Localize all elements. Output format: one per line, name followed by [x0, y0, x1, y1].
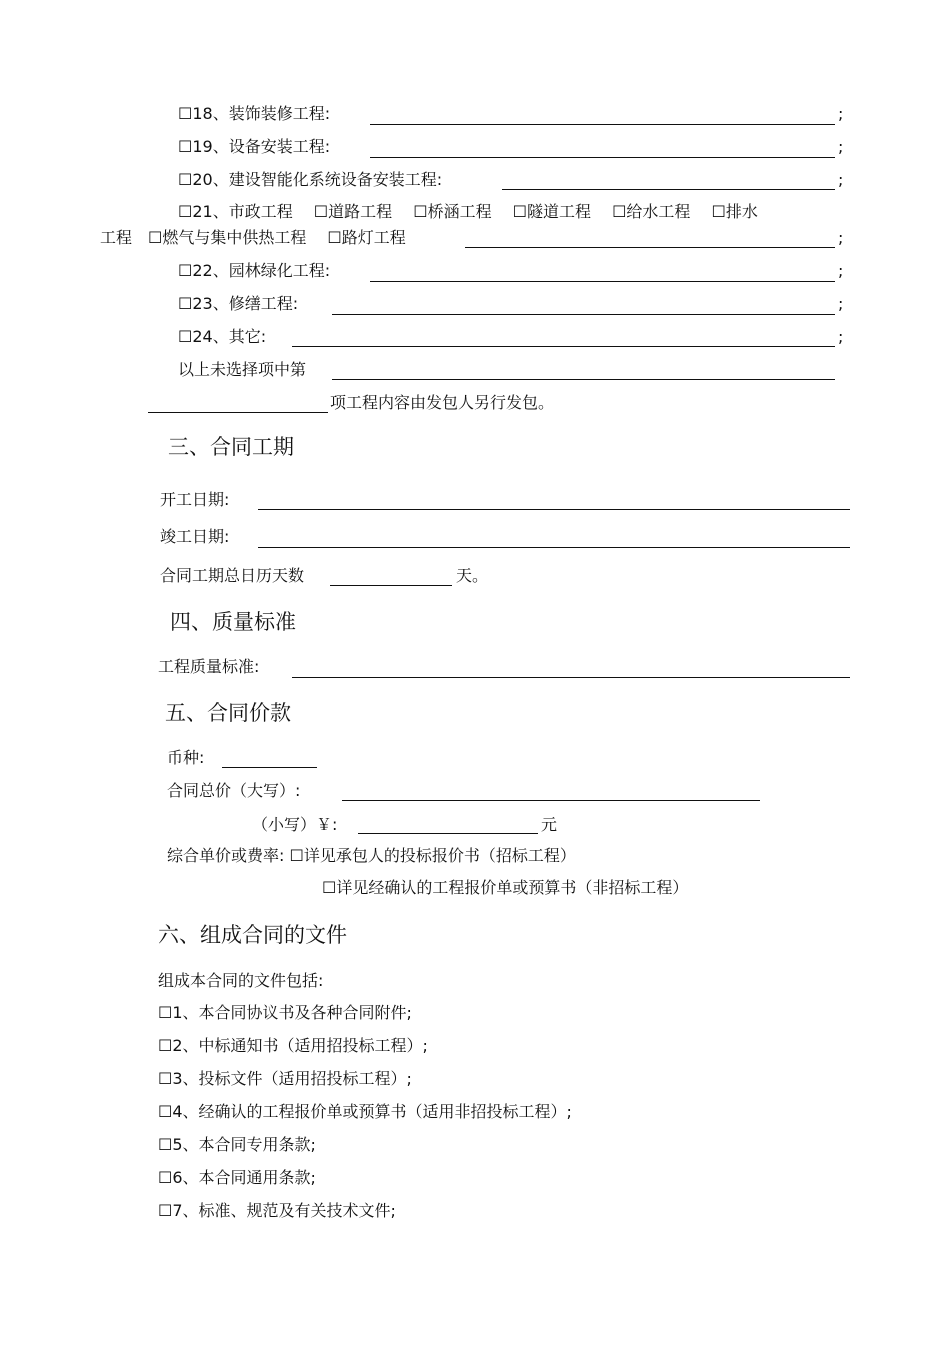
- item-22-label: ☐22、园林绿化工程:: [178, 261, 331, 280]
- item-19-label: ☐19、设备安装工程:: [178, 137, 331, 156]
- item-18-label: ☐18、装饰装修工程:: [178, 104, 331, 123]
- document-item[interactable]: ☐1、本合同协议书及各种合同附件;: [158, 1003, 412, 1022]
- semicolon: ;: [838, 294, 844, 313]
- end-date-label: 竣工日期:: [160, 527, 230, 546]
- item-24-label: ☐24、其它:: [178, 327, 267, 346]
- total-days-field[interactable]: [330, 585, 452, 586]
- total-lower-unit: 元: [541, 815, 558, 834]
- unit-price-option-1[interactable]: 综合单价或费率: ☐详见承包人的投标报价书（招标工程）: [167, 846, 576, 865]
- start-date-field[interactable]: [258, 509, 850, 510]
- item-20-label: ☐20、建设智能化系统设备安装工程:: [178, 170, 443, 189]
- document-item[interactable]: ☐2、中标通知书（适用招投标工程）;: [158, 1036, 428, 1055]
- document-item[interactable]: ☐4、经确认的工程报价单或预算书（适用非招投标工程）;: [158, 1102, 572, 1121]
- item-21-line2: 工程 ☐燃气与集中供热工程 ☐路灯工程: [100, 228, 406, 247]
- section-5-title: 五、合同价款: [165, 701, 291, 725]
- item-20-blank[interactable]: [502, 189, 835, 190]
- unselected-blank-2[interactable]: [148, 412, 328, 413]
- total-upper-field[interactable]: [342, 800, 760, 801]
- item-23-label: ☐23、修缮工程:: [178, 294, 299, 313]
- semicolon: ;: [838, 228, 844, 247]
- section-6-title: 六、组成合同的文件: [158, 923, 347, 947]
- item-21-blank[interactable]: [465, 247, 835, 248]
- total-days-unit: 天。: [456, 566, 489, 585]
- document-item[interactable]: ☐7、标准、规范及有关技术文件;: [158, 1201, 396, 1220]
- document-item[interactable]: ☐3、投标文件（适用招投标工程）;: [158, 1069, 412, 1088]
- total-days-label: 合同工期总日历天数: [160, 566, 305, 585]
- quality-field[interactable]: [292, 677, 850, 678]
- end-date-field[interactable]: [258, 547, 850, 548]
- item-24-blank[interactable]: [292, 346, 835, 347]
- document-item[interactable]: ☐5、本合同专用条款;: [158, 1135, 316, 1154]
- semicolon: ;: [838, 261, 844, 280]
- semicolon: ;: [838, 104, 844, 123]
- unselected-label: 以上未选择项中第: [178, 360, 307, 379]
- semicolon: ;: [838, 327, 844, 346]
- total-upper-label: 合同总价（大写）:: [167, 781, 301, 800]
- start-date-label: 开工日期:: [160, 490, 230, 509]
- semicolon: ;: [838, 137, 844, 156]
- document-item[interactable]: ☐6、本合同通用条款;: [158, 1168, 316, 1187]
- section-4-title: 四、质量标准: [170, 610, 296, 634]
- item-23-blank[interactable]: [332, 314, 835, 315]
- unselected-blank-1[interactable]: [332, 379, 835, 380]
- item-21-line1: ☐21、市政工程 ☐道路工程 ☐桥涵工程 ☐隧道工程 ☐给水工程 ☐排水: [178, 202, 758, 221]
- unit-price-option-2[interactable]: ☐详见经确认的工程报价单或预算书（非招标工程）: [322, 878, 689, 897]
- unselected-suffix: 项工程内容由发包人另行发包。: [330, 393, 555, 412]
- item-18-blank[interactable]: [370, 124, 835, 125]
- total-lower-label: （小写）￥:: [252, 815, 338, 834]
- section-3-title: 三、合同工期: [168, 435, 294, 459]
- total-lower-field[interactable]: [358, 833, 538, 834]
- quality-label: 工程质量标准:: [158, 657, 260, 676]
- item-22-blank[interactable]: [370, 281, 835, 282]
- item-19-blank[interactable]: [370, 157, 835, 158]
- documents-intro: 组成本合同的文件包括:: [158, 971, 324, 990]
- currency-field[interactable]: [222, 767, 317, 768]
- currency-label: 币种:: [167, 748, 205, 767]
- semicolon: ;: [838, 170, 844, 189]
